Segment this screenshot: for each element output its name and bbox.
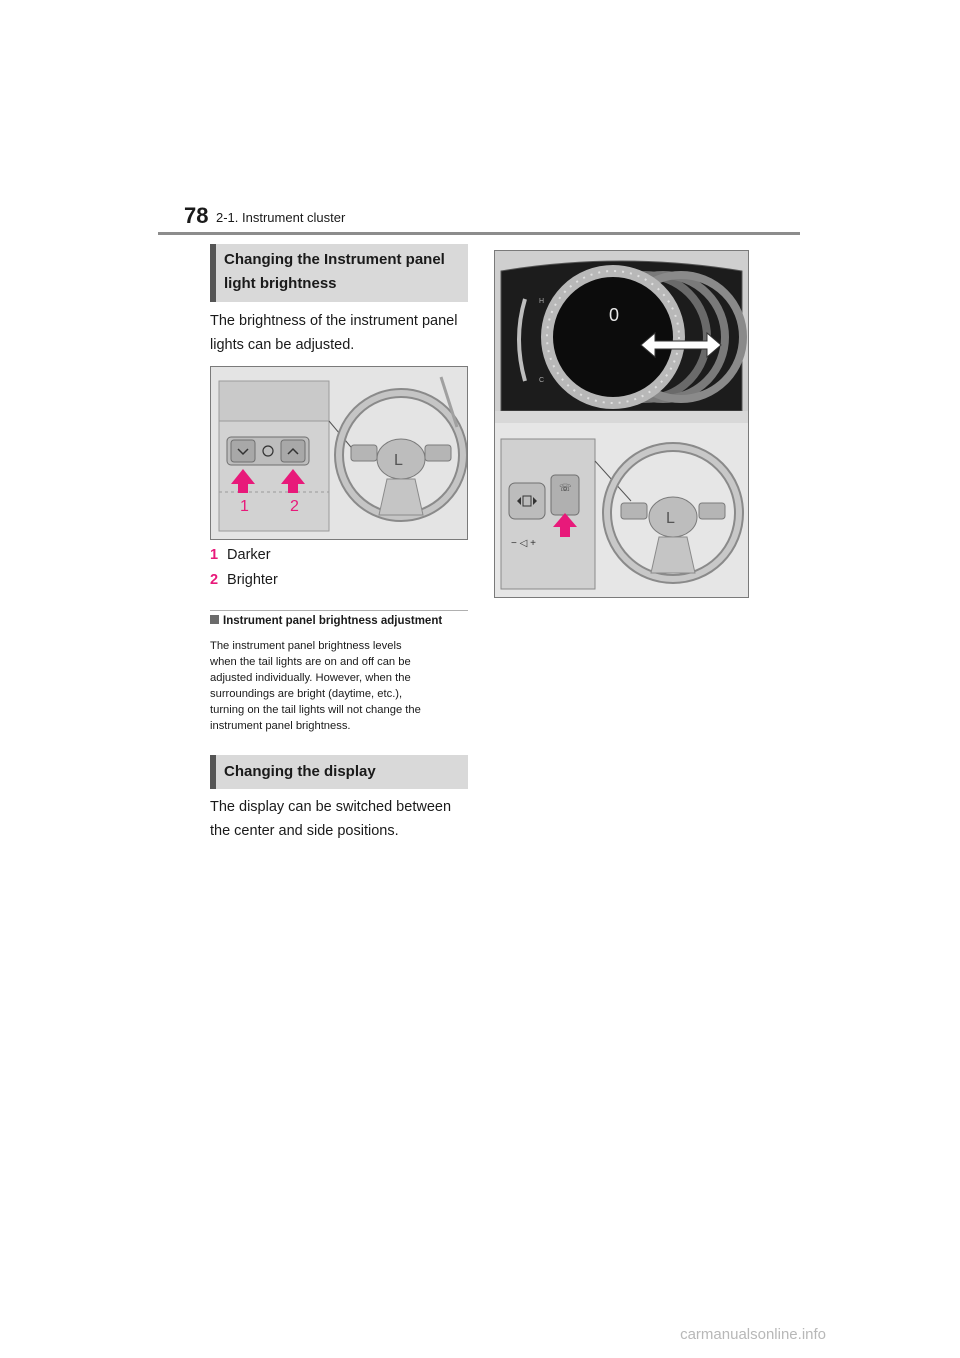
brightness-switch-illustration [211,367,467,539]
figure-label-1: 1 [240,498,249,515]
brightness-intro-line-1: The brightness of the instrument panel [210,313,458,329]
brightness-intro [210,309,472,357]
note-text [210,638,472,734]
legend-text: Darker [227,547,271,563]
display-intro-line-1: The display can be switched between [210,799,452,815]
svg-text:C: C [539,377,545,384]
section-heading-display: Changing the display [210,755,468,789]
display-intro-line-2: the center and side positions. [210,823,399,839]
legend-num: 1 [210,547,219,563]
section-heading-brightness [210,244,468,302]
header-rule [158,232,800,235]
legend-num: 2 [210,572,219,588]
page-number: 78 [184,203,209,228]
svg-text:− ◁ +: − ◁ + [511,538,536,549]
note-line: when the tail lights are on and off can be [210,656,411,668]
display-intro [210,795,472,843]
gauge-readout: 0 [609,305,620,325]
legend-item-darker [210,543,271,567]
darker-button [231,440,255,462]
brightness-switch-figure [210,366,468,540]
note-line: surroundings are bright (daytime, etc.), [210,688,403,700]
brightness-intro-line-2: lights can be adjusted. [210,337,355,353]
heading-line-2: light brightness [224,275,337,292]
svg-text:☏: ☏ [559,483,572,494]
svg-text:H: H [539,298,545,305]
svg-text:L: L [394,452,403,469]
display-switch-illustration [495,251,748,597]
figure-label-2: 2 [290,498,299,515]
note-line: turning on the tail lights will not change the [210,704,421,716]
display-switch-figure [494,250,749,598]
note-title [210,615,442,627]
square-bullet-icon [210,615,219,624]
note-divider [210,610,468,611]
brighter-button [281,440,305,462]
note-title-text: Instrument panel brightness adjustment [223,615,443,627]
legend-text: Brighter [227,572,278,588]
note-line: adjusted individually. However, when the [210,672,411,684]
note-line: instrument panel brightness. [210,720,351,732]
svg-text:L: L [666,510,675,527]
note-line: The instrument panel brightness levels [210,640,402,652]
heading-line-1: Changing the Instrument panel [224,251,445,268]
legend-item-brighter [210,568,278,592]
chapter-title: 2-1. Instrument cluster [216,210,346,225]
watermark: carmanualsonline.info [680,1326,826,1343]
